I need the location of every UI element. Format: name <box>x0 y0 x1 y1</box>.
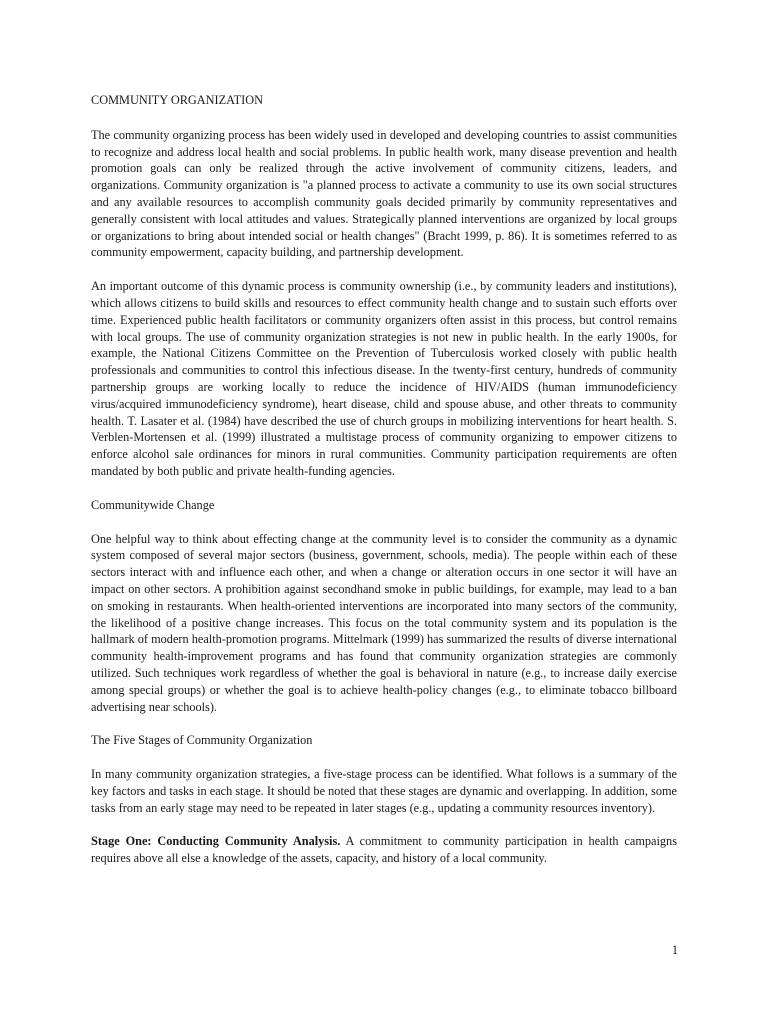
document-page <box>91 92 677 884</box>
paragraph-community-ownership: An important outcome of this dynamic process is community ownership (i.e., by community leaders and institutions), which allows citizens to build skills and resources to effect community health change and to sustain such efforts over time. Experienced public health facilitators or community organizers often assist in this process, but control remains with local groups. The use of community organization strategies is not new in public health. In the early 1900s, for example, the National Citizens Committee on the Prevention of Tuberculosis worked closely with public health professionals and communities to control this infectious disease. In the twenty-first century, hundreds of community partnership groups are working locally to reduce the incidence of HIV/AIDS (human immunodeficiency virus/acquired immunodeficiency syndrome), heart disease, child and spouse abuse, and other threats to community health. T. Lasater et al. (1984) have described the use of church groups in mobilizing interventions for heart health. S. Verblen-Mortensen et al. (1999) illustrated a multistage process of community organizing to empower citizens to enforce alcohol sale ordinances for minors in rural communities. Community participation requirements are often mandated by both public and private health-funding agencies. <box>91 279 677 478</box>
subheading-communitywide-change: Communitywide Change <box>91 497 215 512</box>
paragraph-five-stages: In many community organization strategies, a five-stage process can be identified. What follows is a summary of the key factors and tasks in each stage. It should be noted that these stages are dynamic and overlapping. In addition, some tasks from an early stage may need to be repeated in later stages (e.g., updating a community resources inventory). <box>91 767 677 815</box>
paragraph-community-organizing: The community organizing process has been widely used in developed and developing countries to assist communities to recognize and address local health and social problems. In public health work, many disease prevention and health promotion goals can only be realized through the active involvement of community citizens, leaders, and organizations. Community organization is "a planned process to activate a community to use its own social structures and any available resources to accomplish community goals decided primarily by community representatives and generally consistent with local attitudes and values. Strategically planned interventions are organized by local groups or organizations to bring about intended social or health changes" (Bracht 1999, p. 86). It is sometimes referred to as community empowerment, capacity building, and partnership development. <box>91 127 677 260</box>
paragraph-communitywide-change: One helpful way to think about effecting change at the community level is to consider the community as a dynamic system composed of several major sectors (business, government, schools, media). The people within each of these sectors interact with and influence each other, and when a change or alteration occurs in one sector it will have an impact on other sectors. A prohibition against secondhand smoke in public buildings, for example, may lead to a ban on smoking in restaurants. When health-oriented interventions are incorporated into many sectors of the community, the likelihood of a positive change increases. This focus on the total community system and its population is the hallmark of modern health-promotion programs. Mittelmark (1999) has summarized the results of diverse international community health-improvement programs and has found that community organization strategies are commonly utilized. Such techniques work regardless of whether the goal is behavioral in nature (e.g., to increase daily exercise among special groups) or whether the goal is to achieve health-policy changes (e.g., to eliminate tobacco billboard advertising near schools). <box>91 531 677 714</box>
stage-one-text: A commitment to community participation in health campaigns requires above all else a knowledge of the assets, capacity, and history of a local community. <box>91 834 677 866</box>
document-title: COMMUNITY ORGANIZATION <box>91 93 264 107</box>
page-number: 1 <box>671 943 678 957</box>
paragraph-stage-one <box>91 833 677 867</box>
stage-one-title: Stage One: Conducting Community Analysis. <box>91 834 341 849</box>
subheading-five-stages: The Five Stages of Community Organization <box>91 733 313 748</box>
